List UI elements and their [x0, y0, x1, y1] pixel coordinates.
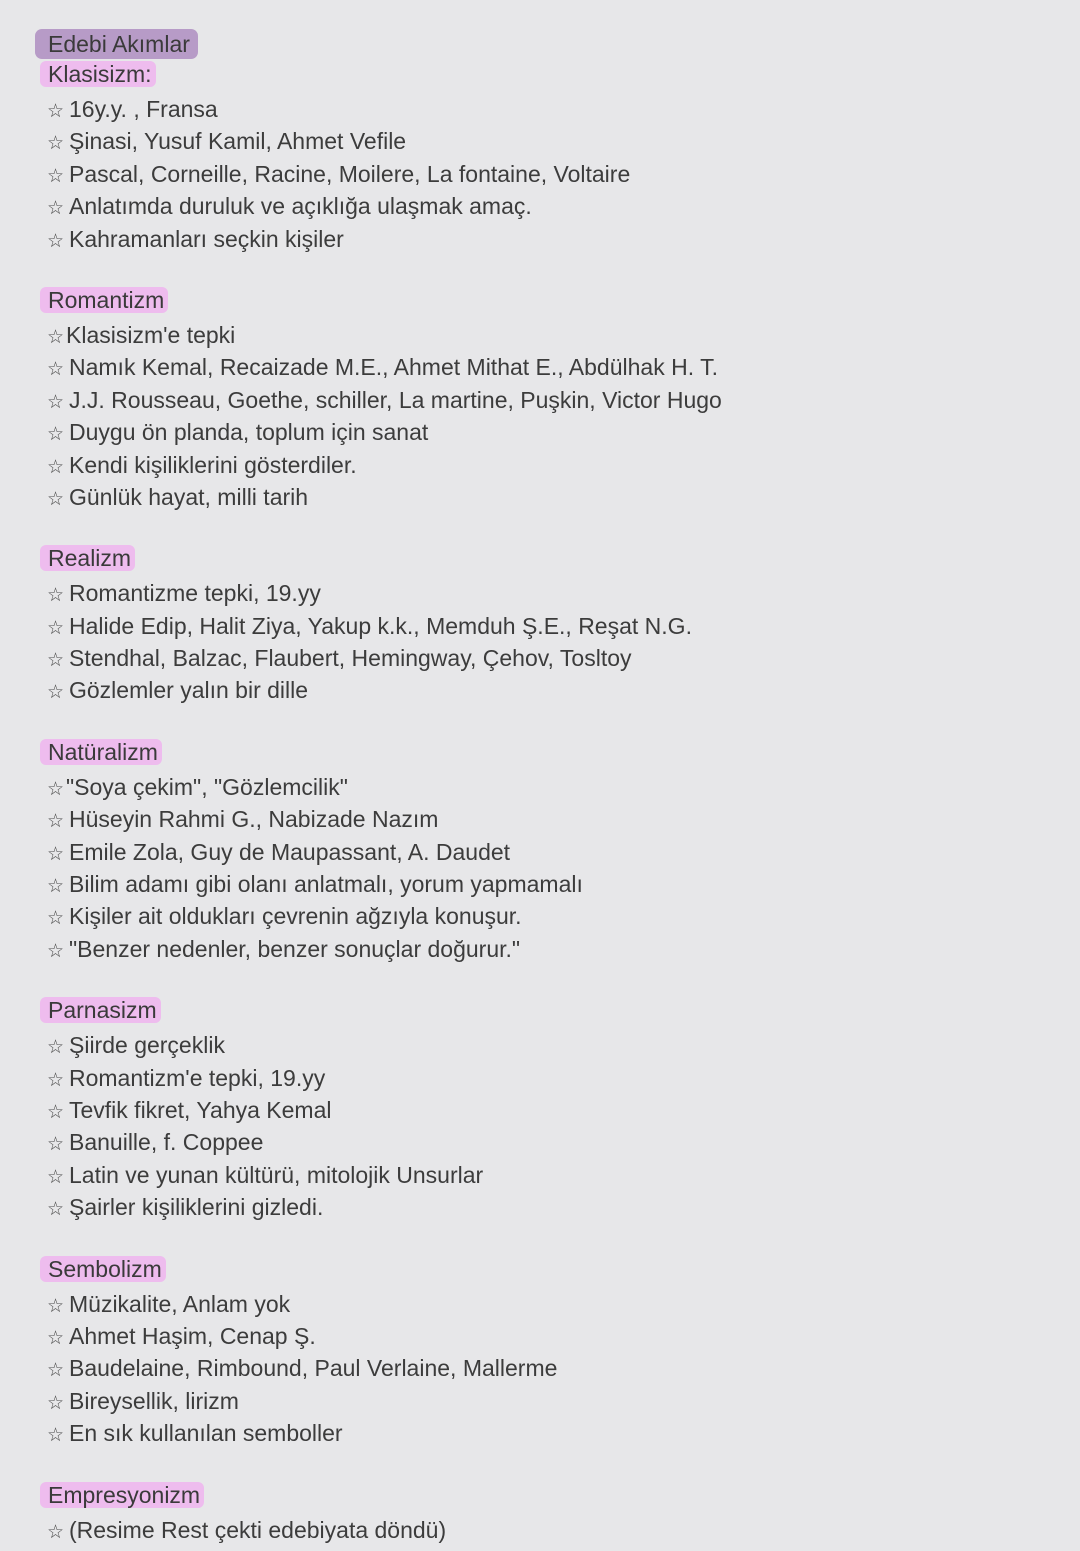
- section-heading: Parnasizm: [40, 997, 161, 1023]
- star-outline-icon: ☆: [47, 325, 65, 348]
- list-item: [0, 351, 1080, 383]
- section-sembolizm: [0, 1256, 1080, 1450]
- list-item-text: Kahramanları seçkin kişiler: [69, 225, 344, 252]
- list-item-text: Ahmet Haşim, Cenap Ş.: [69, 1322, 316, 1349]
- star-outline-icon: ☆: [47, 616, 65, 639]
- list-item: [0, 1288, 1080, 1320]
- list-item: [0, 1352, 1080, 1384]
- list-item: [0, 1417, 1080, 1449]
- star-outline-icon: ☆: [47, 1165, 65, 1188]
- list-item: [0, 1029, 1080, 1061]
- list-item-text: Müzikalite, Anlam yok: [69, 1290, 291, 1317]
- section-empresyonizm: [0, 1482, 1080, 1546]
- list-item: [0, 1094, 1080, 1126]
- list-item-text: "Soya çekim", "Gözlemcilik": [66, 773, 348, 800]
- section-heading-row: [0, 1256, 1080, 1288]
- star-outline-icon: ☆: [47, 842, 65, 865]
- list-item: [0, 1191, 1080, 1223]
- star-outline-icon: ☆: [47, 810, 65, 833]
- list-item: [0, 1062, 1080, 1094]
- star-outline-icon: ☆: [47, 1198, 65, 1221]
- list-item-text: Baudelaine, Rimbound, Paul Verlaine, Mallerme: [69, 1355, 558, 1382]
- section-naturalizm: [0, 739, 1080, 965]
- list-item-text: Gözlemler yalın bir dille: [69, 677, 309, 704]
- star-outline-icon: ☆: [47, 777, 65, 800]
- list-item-text: Kişiler ait oldukları çevrenin ağzıyla konuşur.: [69, 903, 522, 930]
- list-item-text: Günlük hayat, milli tarih: [69, 483, 309, 510]
- list-item: [0, 610, 1080, 642]
- list-item-text: Pascal, Corneille, Racine, Moilere, La fontaine, Voltaire: [69, 160, 631, 187]
- section-romantizm: [0, 287, 1080, 513]
- list-item-text: Latin ve yunan kültürü, mitolojik Unsurlar: [69, 1161, 484, 1188]
- list-item: [0, 223, 1080, 255]
- list-item: [0, 1320, 1080, 1352]
- section-heading-row: [0, 287, 1080, 319]
- star-outline-icon: ☆: [47, 939, 65, 962]
- section-heading-row: [0, 739, 1080, 771]
- list-item-text: Stendhal, Balzac, Flaubert, Hemingway, Çehov, Tosltoy: [69, 645, 632, 672]
- star-outline-icon: ☆: [47, 487, 65, 510]
- star-outline-icon: ☆: [47, 358, 65, 381]
- star-outline-icon: ☆: [47, 1326, 65, 1349]
- sections-container: [0, 61, 1080, 1546]
- list-item-text: Klasisizm'e tepki: [66, 321, 236, 348]
- list-item: [0, 1514, 1080, 1546]
- list-item-text: Tevfik fikret, Yahya Kemal: [69, 1096, 332, 1123]
- star-outline-icon: ☆: [47, 907, 65, 930]
- star-outline-icon: ☆: [47, 1359, 65, 1382]
- section-heading-row: [0, 61, 1080, 93]
- star-outline-icon: ☆: [47, 1424, 65, 1447]
- list-item: [0, 642, 1080, 674]
- list-item: [0, 933, 1080, 965]
- list-item: [0, 481, 1080, 513]
- list-item: [0, 1159, 1080, 1191]
- list-item-text: 16y.y. , Fransa: [69, 96, 218, 122]
- list-item-text: Romantizm'e tepki, 19.yy: [69, 1064, 326, 1091]
- list-item-text: Emile Zola, Guy de Maupassant, A. Daudet: [69, 838, 511, 865]
- list-item-text: Bilim adamı gibi olanı anlatmalı, yorum yapmamalı: [69, 871, 583, 898]
- list-item-text: "Benzer nedenler, benzer sonuçlar doğurur.": [69, 935, 521, 962]
- section-klasisizm: [0, 61, 1080, 255]
- star-outline-icon: ☆: [47, 875, 65, 898]
- list-item-text: Duygu ön planda, toplum için sanat: [69, 419, 429, 446]
- star-outline-icon: ☆: [47, 1068, 65, 1091]
- page-title: Edebi Akımlar: [35, 29, 198, 59]
- section-parnasizm: [0, 997, 1080, 1223]
- section-heading-row: [0, 1482, 1080, 1514]
- list-item: [0, 1126, 1080, 1158]
- list-item-text: Şinasi, Yusuf Kamil, Ahmet Vefile: [69, 128, 407, 155]
- section-heading: Sembolizm: [40, 1256, 166, 1282]
- list-item: [0, 674, 1080, 706]
- star-outline-icon: ☆: [47, 390, 65, 413]
- star-outline-icon: ☆: [47, 229, 65, 252]
- list-item-text: Anlatımda duruluk ve açıklığa ulaşmak amaç.: [69, 193, 532, 220]
- list-item: [0, 900, 1080, 932]
- section-heading-row: [0, 997, 1080, 1029]
- section-heading-row: [0, 545, 1080, 577]
- list-item-text: (Resime Rest çekti edebiyata döndü): [69, 1516, 447, 1543]
- star-outline-icon: ☆: [47, 132, 65, 155]
- star-outline-icon: ☆: [47, 100, 65, 122]
- star-outline-icon: ☆: [47, 649, 65, 672]
- star-outline-icon: ☆: [47, 423, 65, 446]
- section-heading: Klasisizm:: [40, 61, 156, 87]
- list-item-text: Kendi kişiliklerini gösterdiler.: [69, 451, 357, 478]
- list-item: [0, 836, 1080, 868]
- list-item-text: En sık kullanılan semboller: [69, 1420, 343, 1447]
- star-outline-icon: ☆: [47, 1391, 65, 1414]
- section-heading: Natüralizm: [40, 739, 162, 765]
- star-outline-icon: ☆: [47, 1294, 65, 1317]
- list-item: [0, 803, 1080, 835]
- star-outline-icon: ☆: [47, 197, 65, 220]
- list-item: [0, 190, 1080, 222]
- list-item: [0, 384, 1080, 416]
- star-outline-icon: ☆: [47, 164, 65, 187]
- section-realizm: [0, 545, 1080, 707]
- star-outline-icon: ☆: [47, 455, 65, 478]
- note-document: [0, 29, 1080, 1546]
- list-item: [0, 449, 1080, 481]
- list-item: [0, 771, 1080, 803]
- section-heading: Realizm: [40, 545, 135, 571]
- section-heading: Empresyonizm: [40, 1482, 204, 1508]
- list-item-text: J.J. Rousseau, Goethe, schiller, La martine, Puşkin, Victor Hugo: [69, 386, 722, 413]
- star-outline-icon: ☆: [47, 1520, 65, 1543]
- star-outline-icon: ☆: [47, 681, 65, 704]
- list-item-text: Romantizme tepki, 19.yy: [69, 580, 321, 607]
- list-item-text: Halide Edip, Halit Ziya, Yakup k.k., Memduh Ş.E., Reşat N.G.: [69, 612, 692, 639]
- list-item: [0, 93, 1080, 125]
- list-item: [0, 577, 1080, 609]
- list-item: [0, 416, 1080, 448]
- star-outline-icon: ☆: [47, 1036, 65, 1059]
- title-row: [0, 29, 1080, 61]
- list-item: [0, 868, 1080, 900]
- list-item-text: Hüseyin Rahmi G., Nabizade Nazım: [69, 806, 439, 833]
- star-outline-icon: ☆: [47, 1133, 65, 1156]
- list-item-text: Şairler kişiliklerini gizledi.: [69, 1194, 324, 1221]
- star-outline-icon: ☆: [47, 584, 65, 607]
- list-item-text: Banuille, f. Coppee: [69, 1129, 264, 1156]
- section-heading: Romantizm: [40, 287, 168, 313]
- list-item: [0, 158, 1080, 190]
- list-item: [0, 319, 1080, 351]
- list-item-text: Şiirde gerçeklik: [69, 1032, 225, 1059]
- list-item-text: Namık Kemal, Recaizade M.E., Ahmet Mithat E., Abdülhak H. T.: [69, 354, 718, 381]
- list-item: [0, 1385, 1080, 1417]
- list-item: [0, 125, 1080, 157]
- list-item-text: Bireysellik, lirizm: [69, 1387, 239, 1414]
- star-outline-icon: ☆: [47, 1100, 65, 1123]
